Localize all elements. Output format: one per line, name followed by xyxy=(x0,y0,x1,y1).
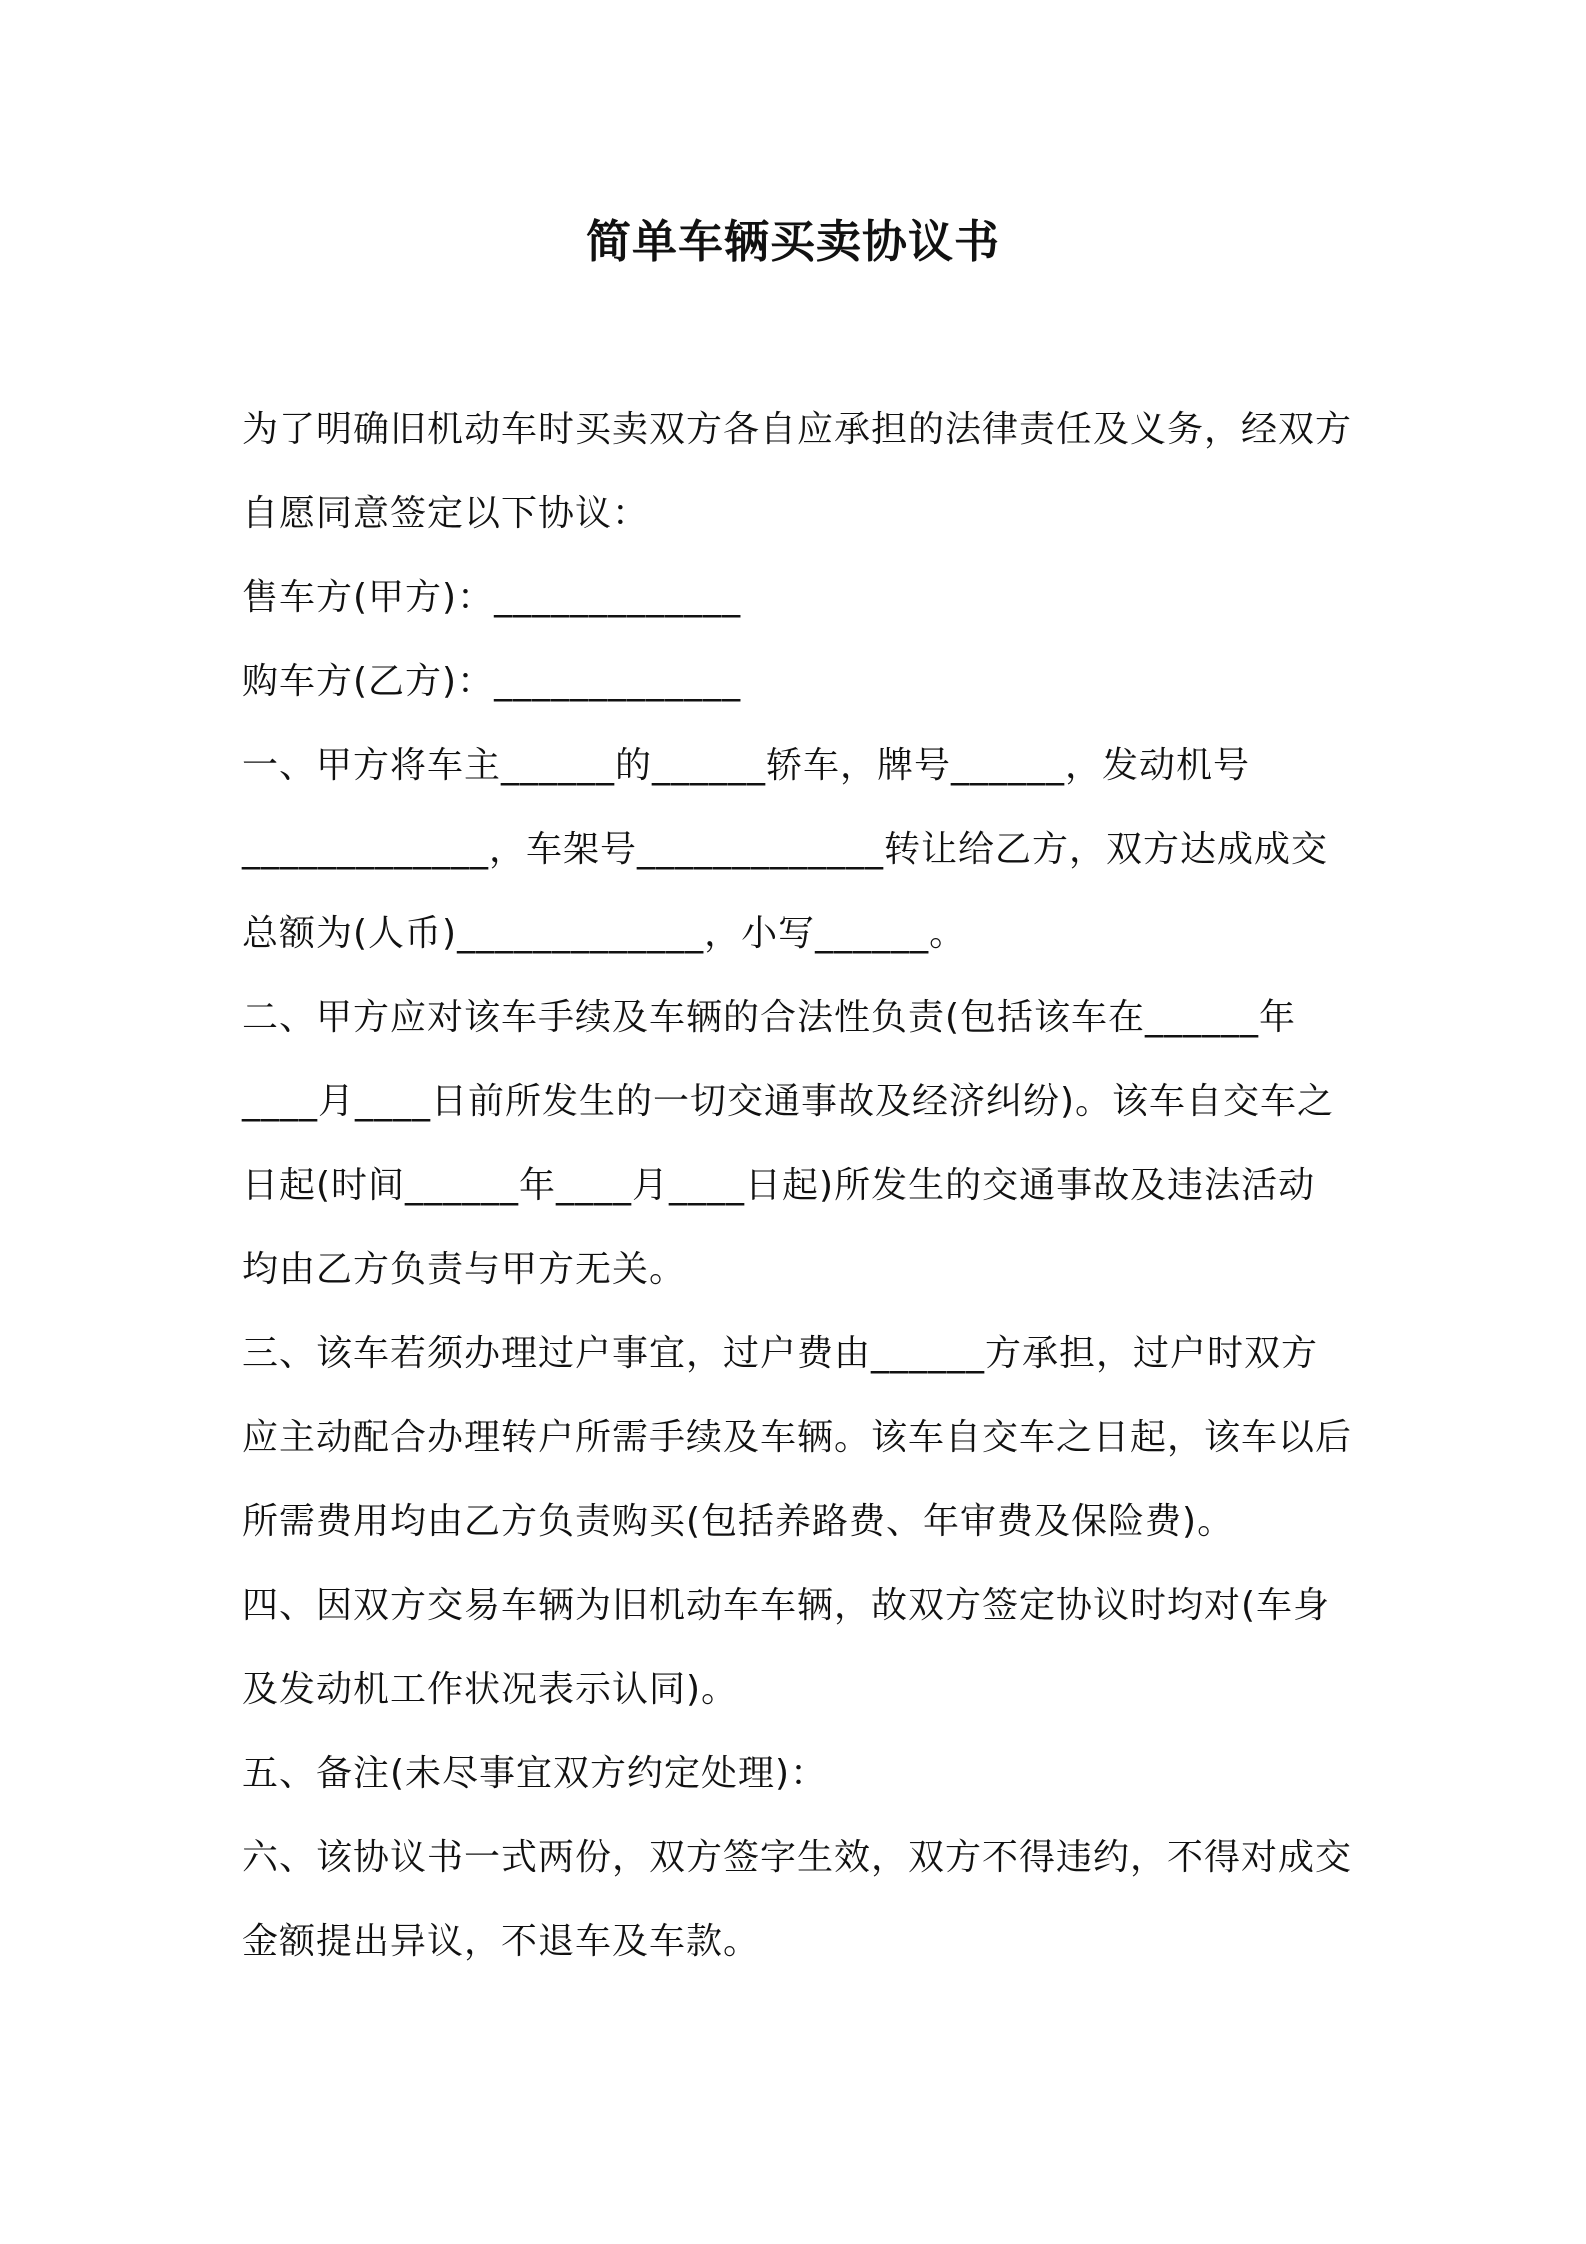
clause-2-line-3: 日起(时间______年____月____日起)所发生的交通事故及违法活动 xyxy=(242,1165,1316,1206)
clause-1-line-1: 一、甲方将车主______的______轿车，牌号______，发动机号 xyxy=(242,745,1251,786)
clause-3-line-3: 所需费用均由乙方负责购买(包括养路费、年审费及保险费)。 xyxy=(242,1501,1235,1542)
clause-1-line-2: _____________，车架号_____________转让给乙方，双方达成成交 xyxy=(242,829,1329,870)
clause-5-line-1: 五、备注(未尽事宜双方约定处理)： xyxy=(242,1753,828,1794)
clause-6-line-2: 金额提出异议，不退车及车款。 xyxy=(242,1921,761,1962)
clause-2-line-4: 均由乙方负责与甲方无关。 xyxy=(242,1249,687,1290)
document-title: 简单车辆买卖协议书 xyxy=(585,215,1000,268)
clause-4-line-1: 四、因双方交易车辆为旧机动车车辆，故双方签定协议时均对(车身 xyxy=(242,1585,1331,1626)
clause-3-line-1: 三、该车若须办理过户事宜，过户费由______方承担，过户时双方 xyxy=(242,1333,1319,1374)
buyer-line: 购车方(乙方)：_____________ xyxy=(242,661,742,702)
clause-1-line-3: 总额为(人币)_____________，小写______。 xyxy=(242,913,967,954)
clause-6-line-1: 六、该协议书一式两份，双方签字生效，双方不得违约，不得对成交 xyxy=(242,1837,1353,1878)
preamble-line-1: 为了明确旧机动车时买卖双方各自应承担的法律责任及义务，经双方 xyxy=(242,409,1353,450)
clause-2-line-2: ____月____日前所发生的一切交通事故及经济纠纷)。该车自交车之 xyxy=(242,1081,1335,1122)
clause-3-line-2: 应主动配合办理转户所需手续及车辆。该车自交车之日起，该车以后 xyxy=(242,1417,1353,1458)
preamble-line-2: 自愿同意签定以下协议： xyxy=(242,493,650,534)
clause-4-line-2: 及发动机工作状况表示认同)。 xyxy=(242,1669,739,1710)
seller-line: 售车方(甲方)：_____________ xyxy=(242,577,742,618)
clause-2-line-1: 二、甲方应对该车手续及车辆的合法性负责(包括该车在______年 xyxy=(242,997,1297,1038)
